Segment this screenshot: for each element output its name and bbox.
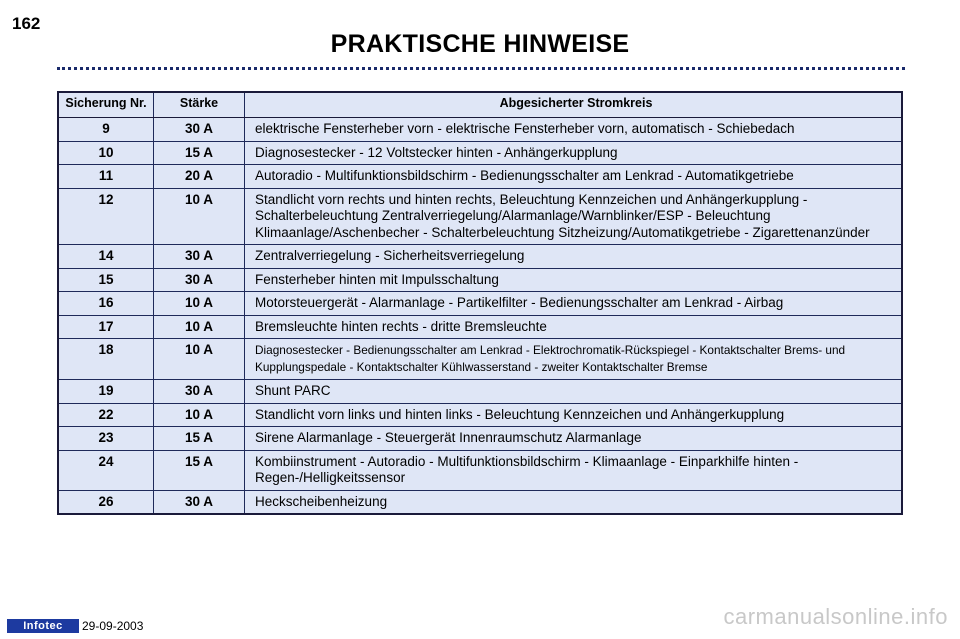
fuse-circuit: Motorsteuergerät - Alarmanlage - Partikelfilter - Bedienungsschalter am Lenkrad - Airbag <box>245 292 903 316</box>
fuse-circuit: Standlicht vorn rechts und hinten rechts, Beleuchtung Kennzeichen und Anhängerkupplung - Schalterbeleuchtung Zentralverriegelung/Alarmanlage/Warnblinker/ESP - Beleuchtung Klimaanlage/Aschenbecher - Schalterbeleuchtung Sitzheizung/Automatikgetriebe - Zigarettenanzünder <box>245 188 903 245</box>
fuse-rating: 30 A <box>154 490 245 514</box>
fuse-rating: 10 A <box>154 315 245 339</box>
footer-date: 29-09-2003 <box>82 619 144 633</box>
fuse-circuit: Diagnosestecker - Bedienungsschalter am Lenkrad - Elektrochromatik-Rückspiegel - Kontaktschalter Brems- und Kupplungspedale - Kontaktschalter Kühlwasserstand - zweiter Kontaktschalter Bremse <box>245 339 903 380</box>
header-circuit: Abgesicherter Stromkreis <box>245 92 903 118</box>
dotted-divider <box>57 67 905 70</box>
header-fuse-number: Sicherung Nr. <box>58 92 154 118</box>
fuse-rating: 30 A <box>154 268 245 292</box>
fuse-rating: 15 A <box>154 427 245 451</box>
table-row <box>58 490 902 514</box>
page-number: 162 <box>12 14 41 33</box>
table-header-row <box>58 92 902 118</box>
fuse-number: 9 <box>58 118 154 142</box>
table-row <box>58 268 902 292</box>
fuse-number: 12 <box>58 188 154 245</box>
table-row <box>58 339 902 380</box>
fuse-circuit: elektrische Fensterheber vorn - elektrische Fensterheber vorn, automatisch - Schiebedach <box>245 118 903 142</box>
infotec-logo: Infotec <box>7 619 79 633</box>
fuse-circuit: Autoradio - Multifunktionsbildschirm - Bedienungsschalter am Lenkrad - Automatikgetriebe <box>245 165 903 189</box>
fuse-rating: 30 A <box>154 245 245 269</box>
table-row <box>58 450 902 490</box>
fuse-rating: 10 A <box>154 188 245 245</box>
watermark: carmanualsonline.info <box>723 604 948 629</box>
table-row <box>58 292 902 316</box>
fuse-number: 22 <box>58 403 154 427</box>
table-row <box>58 188 902 245</box>
fuse-rating: 30 A <box>154 380 245 404</box>
fuse-circuit: Standlicht vorn links und hinten links - Beleuchtung Kennzeichen und Anhängerkupplung <box>245 403 903 427</box>
fuse-number: 24 <box>58 450 154 490</box>
fuse-number: 19 <box>58 380 154 404</box>
fuse-circuit: Zentralverriegelung - Sicherheitsverriegelung <box>245 245 903 269</box>
fuse-number: 17 <box>58 315 154 339</box>
fuse-circuit: Fensterheber hinten mit Impulsschaltung <box>245 268 903 292</box>
fuse-number: 23 <box>58 427 154 451</box>
fuse-number: 11 <box>58 165 154 189</box>
fuse-rating: 30 A <box>154 118 245 142</box>
page-title: PRAKTISCHE HINWEISE <box>330 30 630 58</box>
fuse-table <box>57 91 903 515</box>
fuse-rating: 10 A <box>154 292 245 316</box>
table-row <box>58 118 902 142</box>
table-row <box>58 141 902 165</box>
fuse-rating: 15 A <box>154 141 245 165</box>
fuse-rating: 10 A <box>154 339 245 380</box>
fuse-number: 10 <box>58 141 154 165</box>
fuse-circuit: Sirene Alarmanlage - Steuergerät Innenraumschutz Alarmanlage <box>245 427 903 451</box>
header-rating: Stärke <box>154 92 245 118</box>
fuse-number: 18 <box>58 339 154 380</box>
fuse-circuit: Shunt PARC <box>245 380 903 404</box>
fuse-circuit: Bremsleuchte hinten rechts - dritte Bremsleuchte <box>245 315 903 339</box>
fuse-circuit: Diagnosestecker - 12 Voltstecker hinten - Anhängerkupplung <box>245 141 903 165</box>
fuse-rating: 20 A <box>154 165 245 189</box>
table-row <box>58 165 902 189</box>
table-row <box>58 427 902 451</box>
fuse-number: 14 <box>58 245 154 269</box>
fuse-rating: 15 A <box>154 450 245 490</box>
fuse-circuit: Kombiinstrument - Autoradio - Multifunktionsbildschirm - Klimaanlage - Einparkhilfe hinten - Regen-/Helligkeitssensor <box>245 450 903 490</box>
table-row <box>58 403 902 427</box>
table-row <box>58 315 902 339</box>
table-row <box>58 380 902 404</box>
fuse-rating: 10 A <box>154 403 245 427</box>
fuse-circuit: Heckscheibenheizung <box>245 490 903 514</box>
fuse-number: 26 <box>58 490 154 514</box>
fuse-number: 16 <box>58 292 154 316</box>
fuse-number: 15 <box>58 268 154 292</box>
table-row <box>58 245 902 269</box>
